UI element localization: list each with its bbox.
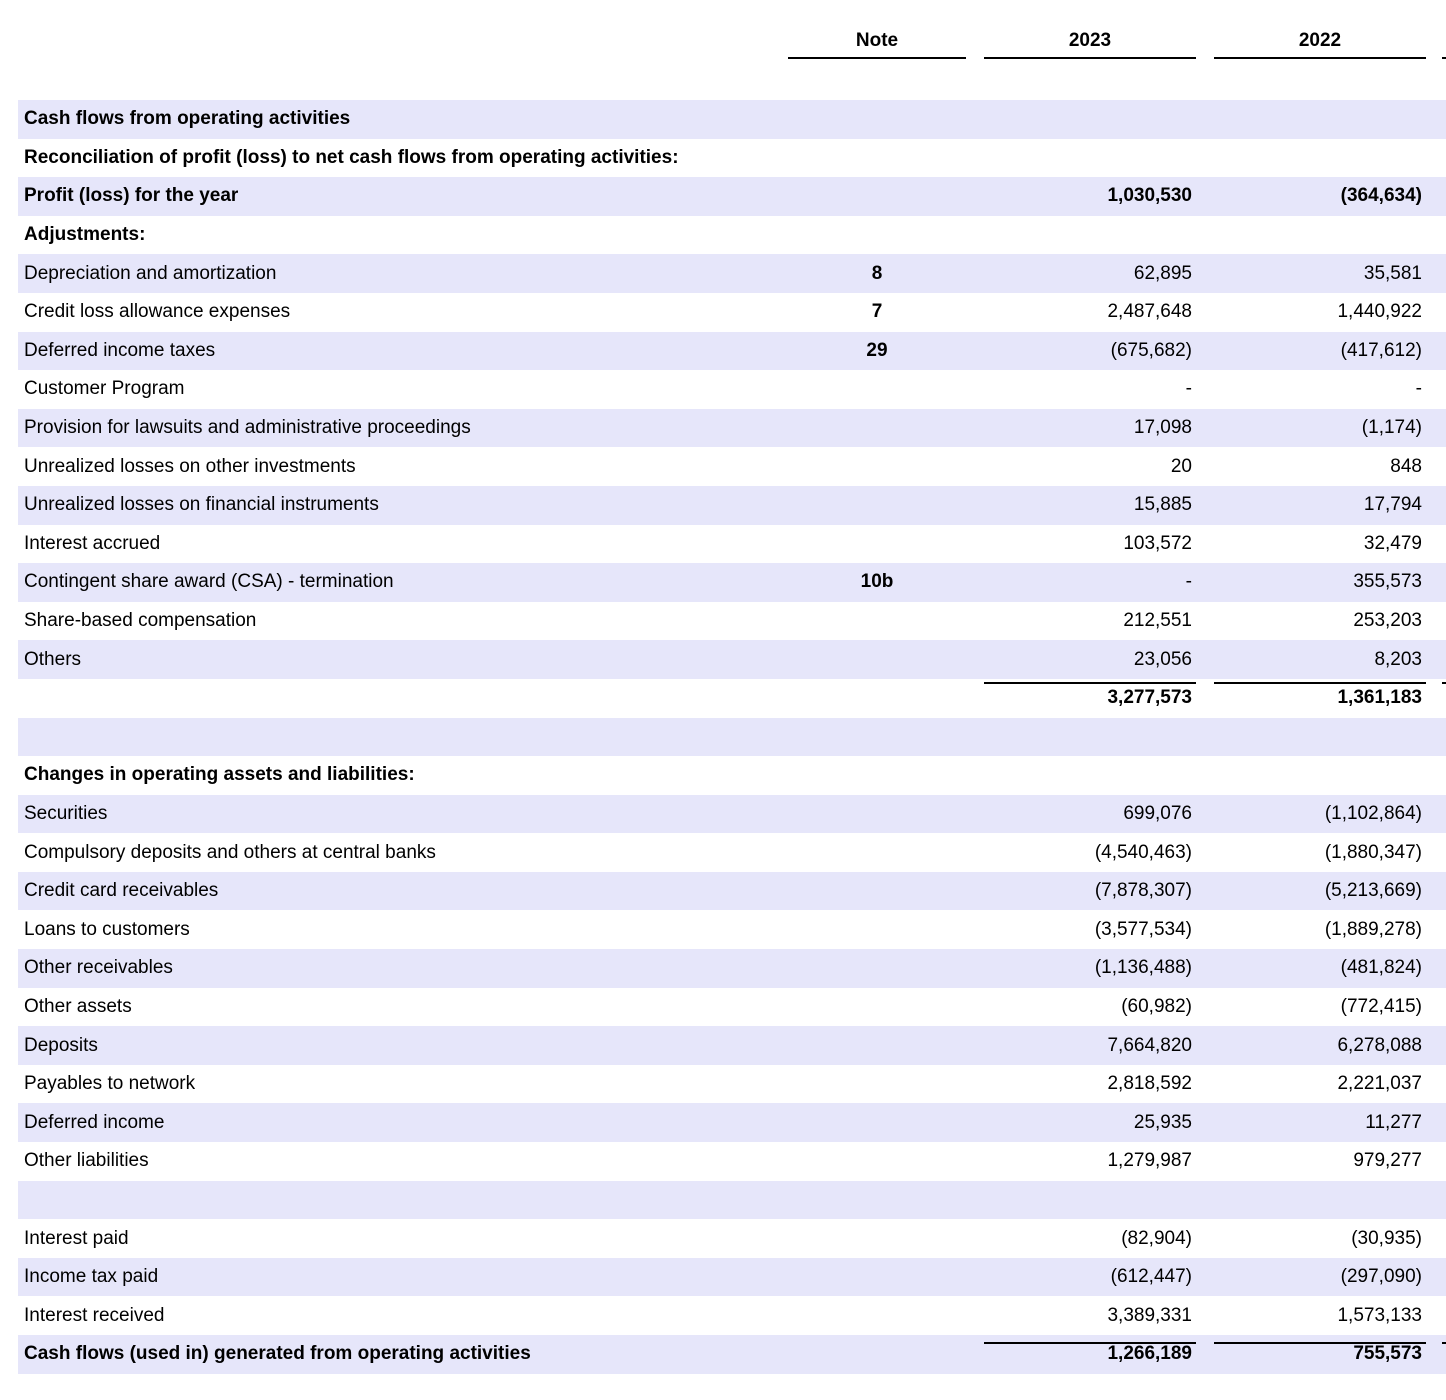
value-2022: (5,213,669) [1324, 880, 1422, 902]
row-label: Reconciliation of profit (loss) to net cash flows from operating activities: [24, 146, 679, 168]
value-2022: (297,090) [1340, 1266, 1422, 1288]
header-underline-2023 [984, 57, 1196, 59]
value-2023: 25,935 [1133, 1111, 1192, 1133]
row-label: Profit (loss) for the year [24, 185, 239, 207]
row-label: Cash flows (used in) generated from operating activities [24, 1343, 531, 1365]
row-label: Compulsory deposits and others at central banks [24, 841, 436, 863]
subtotal-rule-2022 [1214, 682, 1426, 684]
note-cell [788, 988, 966, 1027]
note-cell [788, 1335, 966, 1374]
table-row [18, 254, 1446, 293]
value-2023: 23,056 [1133, 648, 1192, 670]
note-cell [788, 177, 966, 216]
value-2023 [984, 216, 1192, 255]
value-2022: 8,203 [1374, 648, 1422, 670]
table-row [18, 949, 1446, 988]
row-label: Payables to network [24, 1073, 196, 1095]
note-cell [788, 139, 966, 178]
value-2022: (481,824) [1340, 957, 1422, 979]
header-underline-note [788, 57, 966, 59]
note-cell [788, 756, 966, 795]
note-cell [788, 718, 966, 757]
value-2022: 1,573,133 [1337, 1304, 1422, 1326]
row-label: Share-based compensation [24, 610, 257, 632]
table-row [18, 756, 1446, 795]
value-2022: (1,174) [1361, 417, 1422, 439]
note-cell: 8 [871, 262, 883, 284]
value-2023: 3,389,331 [1107, 1304, 1192, 1326]
value-2022 [1214, 100, 1422, 139]
value-2022: 848 [1390, 455, 1422, 477]
row-label: Adjustments: [24, 224, 146, 246]
row-label: Interest received [24, 1304, 165, 1326]
table-row [18, 1219, 1446, 1258]
table-row [18, 1335, 1446, 1374]
value-2022: (364,634) [1340, 185, 1422, 207]
cash-flow-table [18, 100, 1446, 1374]
table-row [18, 525, 1446, 564]
note-cell [788, 949, 966, 988]
note-cell [788, 1258, 966, 1297]
value-2022 [1214, 756, 1422, 795]
note-cell [788, 1181, 966, 1220]
value-2023: (1,136,488) [1094, 957, 1192, 979]
note-cell [788, 795, 966, 834]
column-header-2022: 2022 [1298, 30, 1342, 51]
value-2022: 355,573 [1353, 571, 1422, 593]
note-cell [788, 602, 966, 641]
value-2023: (612,447) [1110, 1266, 1192, 1288]
value-2022 [1214, 216, 1422, 255]
table-row [18, 602, 1446, 641]
value-2023: 15,885 [1133, 494, 1192, 516]
note-cell [788, 833, 966, 872]
value-2022: 2,221,037 [1337, 1073, 1422, 1095]
value-2023: 1,266,189 [1107, 1343, 1192, 1365]
row-label: Cash flows from operating activities [24, 108, 351, 130]
total-rule-2022 [1214, 1342, 1426, 1344]
header-underline-stub [1442, 57, 1446, 59]
value-2023: 1,279,987 [1107, 1150, 1192, 1172]
row-label: Contingent share award (CSA) - termination [24, 571, 394, 593]
total-rule-stub [1442, 1342, 1446, 1344]
table-row [18, 1296, 1446, 1335]
table-row [18, 1103, 1446, 1142]
table-row [18, 1181, 1446, 1220]
value-2022: 1,440,922 [1337, 301, 1422, 323]
note-cell [788, 370, 966, 409]
row-label: Interest accrued [24, 532, 161, 554]
value-2023: (60,982) [1121, 995, 1192, 1017]
row-label: Interest paid [24, 1227, 129, 1249]
value-2023: - [1185, 378, 1192, 400]
table-row [18, 1065, 1446, 1104]
row-label: Unrealized losses on financial instruments [24, 494, 379, 516]
table-row [18, 293, 1446, 332]
value-2023 [984, 756, 1192, 795]
value-2022: 17,794 [1363, 494, 1422, 516]
note-cell: 7 [871, 301, 883, 323]
note-cell [788, 1026, 966, 1065]
column-header-note: Note [855, 30, 899, 51]
value-2022: 6,278,088 [1337, 1034, 1422, 1056]
note-cell [788, 872, 966, 911]
value-2023 [984, 1181, 1192, 1220]
note-cell [788, 1296, 966, 1335]
row-label: Deferred income [24, 1111, 165, 1133]
value-2022: (1,102,864) [1324, 802, 1422, 824]
table-row [18, 563, 1446, 602]
table-row [18, 988, 1446, 1027]
value-2022: 32,479 [1363, 532, 1422, 554]
table-row [18, 447, 1446, 486]
note-cell [788, 1065, 966, 1104]
value-2023: - [1185, 571, 1192, 593]
table-row [18, 718, 1446, 757]
row-label: Credit loss allowance expenses [24, 301, 291, 323]
value-2022: 253,203 [1353, 610, 1422, 632]
value-2023 [984, 139, 1192, 178]
total-rule-2023 [984, 1342, 1196, 1344]
table-row [18, 1142, 1446, 1181]
table-row [18, 177, 1446, 216]
value-2022: 755,573 [1353, 1343, 1422, 1365]
table-row [18, 795, 1446, 834]
value-2023: (675,682) [1110, 339, 1192, 361]
note-cell [788, 447, 966, 486]
value-2023: 20 [1170, 455, 1192, 477]
value-2022: - [1415, 378, 1422, 400]
table-row [18, 1026, 1446, 1065]
value-2023: (7,878,307) [1094, 880, 1192, 902]
row-label: Other liabilities [24, 1150, 149, 1172]
row-label: Deferred income taxes [24, 339, 216, 361]
table-row [18, 679, 1446, 718]
value-2023 [984, 100, 1192, 139]
row-label: Provision for lawsuits and administrative proceedings [24, 417, 471, 439]
value-2022: 35,581 [1363, 262, 1422, 284]
note-cell [788, 1142, 966, 1181]
table-row [18, 409, 1446, 448]
note-cell: 29 [866, 339, 888, 361]
value-2023: (4,540,463) [1094, 841, 1192, 863]
table-row [18, 910, 1446, 949]
value-2023: 1,030,530 [1107, 185, 1192, 207]
column-header-2023: 2023 [1068, 30, 1112, 51]
value-2023: 2,487,648 [1107, 301, 1192, 323]
table-row [18, 1258, 1446, 1297]
note-cell: 10b [860, 571, 894, 593]
value-2023 [984, 718, 1192, 757]
table-row [18, 100, 1446, 139]
value-2023: 3,277,573 [1107, 687, 1192, 709]
note-cell [788, 409, 966, 448]
note-cell [788, 216, 966, 255]
subtotal-rule-stub [1442, 682, 1446, 684]
note-cell [788, 1219, 966, 1258]
row-label: Deposits [24, 1034, 98, 1056]
row-label: Changes in operating assets and liabilities: [24, 764, 415, 786]
table-row [18, 332, 1446, 371]
row-label: Others [24, 648, 82, 670]
note-cell [788, 486, 966, 525]
value-2023: 212,551 [1123, 610, 1192, 632]
table-row [18, 872, 1446, 911]
table-row [18, 486, 1446, 525]
value-2023: 103,572 [1123, 532, 1192, 554]
note-cell [788, 1103, 966, 1142]
row-label: Other assets [24, 995, 132, 1017]
row-label: Other receivables [24, 957, 173, 979]
value-2023: 62,895 [1133, 262, 1192, 284]
value-2023: 17,098 [1133, 417, 1192, 439]
table-row [18, 139, 1446, 178]
row-label: Depreciation and amortization [24, 262, 277, 284]
table-row [18, 370, 1446, 409]
note-cell [788, 525, 966, 564]
value-2022: (30,935) [1351, 1227, 1422, 1249]
value-2022: (417,612) [1340, 339, 1422, 361]
value-2022 [1214, 139, 1422, 178]
value-2022: (772,415) [1340, 995, 1422, 1017]
note-cell [788, 640, 966, 679]
value-2022 [1214, 1181, 1422, 1220]
row-label: Unrealized losses on other investments [24, 455, 356, 477]
value-2023: (82,904) [1121, 1227, 1192, 1249]
note-cell [788, 679, 966, 718]
value-2022: (1,880,347) [1324, 841, 1422, 863]
value-2022 [1214, 718, 1422, 757]
row-label: Credit card receivables [24, 880, 219, 902]
value-2022: (1,889,278) [1324, 918, 1422, 940]
row-label: Securities [24, 802, 108, 824]
row-label: Customer Program [24, 378, 185, 400]
value-2022: 979,277 [1353, 1150, 1422, 1172]
value-2023: 699,076 [1123, 802, 1192, 824]
subtotal-rule-2023 [984, 682, 1196, 684]
table-row [18, 640, 1446, 679]
value-2022: 11,277 [1365, 1111, 1422, 1133]
value-2022: 1,361,183 [1337, 687, 1422, 709]
value-2023: 2,818,592 [1107, 1073, 1192, 1095]
table-row [18, 216, 1446, 255]
note-cell [788, 910, 966, 949]
table-row [18, 833, 1446, 872]
row-label: Income tax paid [24, 1266, 159, 1288]
note-cell [788, 100, 966, 139]
row-label: Loans to customers [24, 918, 190, 940]
value-2023: (3,577,534) [1094, 918, 1192, 940]
header-underline-2022 [1214, 57, 1426, 59]
value-2023: 7,664,820 [1107, 1034, 1192, 1056]
